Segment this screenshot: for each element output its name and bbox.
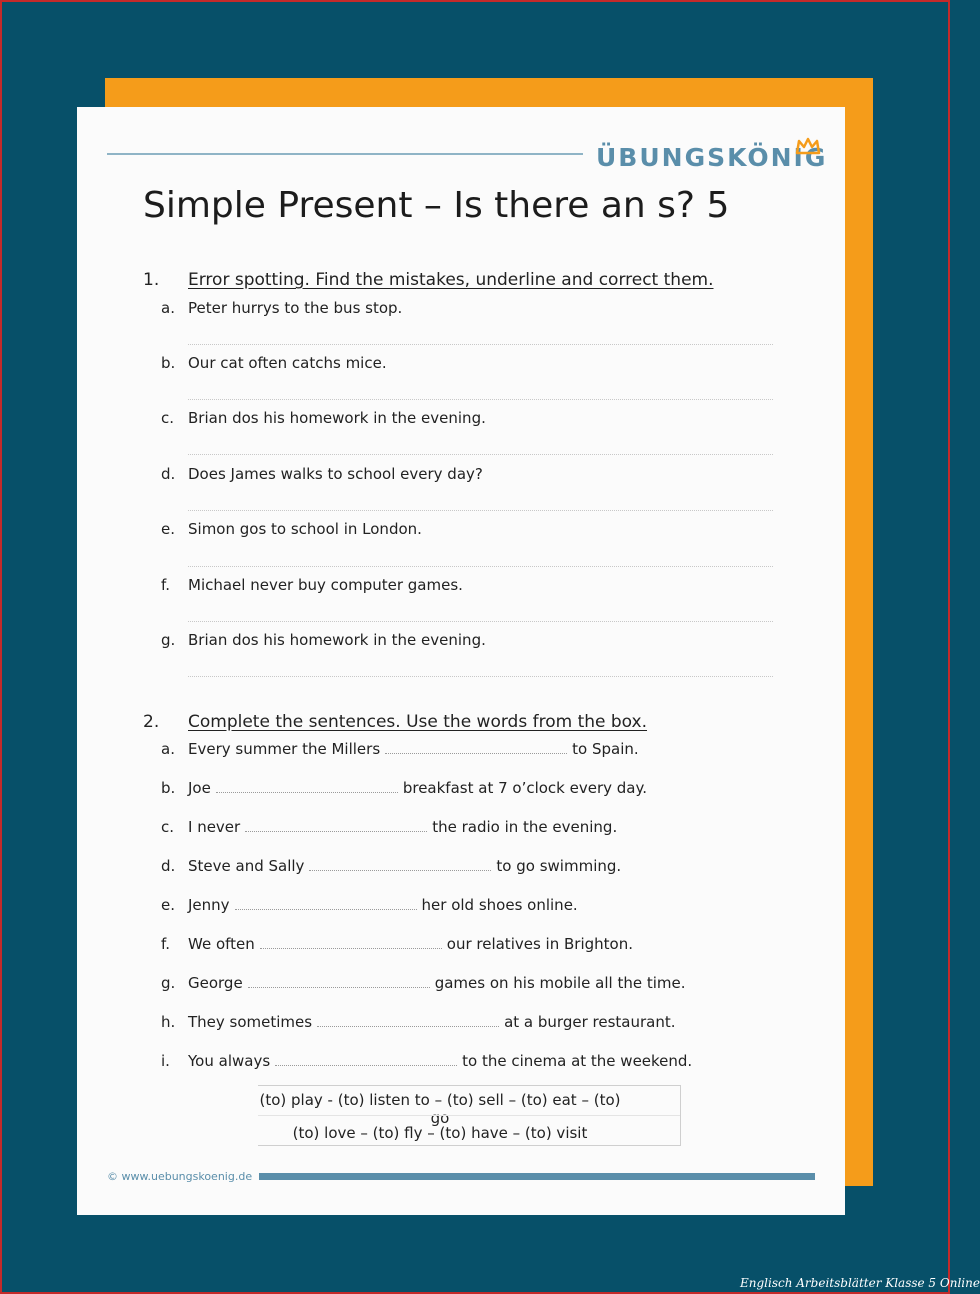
- word-box-line: (to) play - (to) listen to – (to) sell – (to) eat – (to) go: [259, 1091, 621, 1127]
- ex2-sentence: We often our relatives in Brighton.: [188, 935, 633, 953]
- word-box: [258, 1085, 681, 1146]
- crown-icon: [795, 137, 821, 155]
- brand-logo: ÜBUNGSKÖNIG: [596, 143, 828, 172]
- ex1-item-text: Simon gos to school in London.: [188, 520, 422, 538]
- ex1-item-letter: e.: [161, 520, 175, 538]
- ex1-item-letter: c.: [161, 409, 175, 427]
- blank-field[interactable]: [216, 791, 398, 793]
- ex2-item-letter: f.: [161, 935, 170, 953]
- answer-line[interactable]: [188, 676, 773, 677]
- answer-line[interactable]: [188, 566, 773, 567]
- blank-field[interactable]: [385, 752, 567, 754]
- answer-line[interactable]: [188, 344, 773, 345]
- blank-field[interactable]: [235, 908, 417, 910]
- ex1-item-text: Michael never buy computer games.: [188, 576, 463, 594]
- answer-line[interactable]: [188, 621, 773, 622]
- ex1-item-text: Does James walks to school every day?: [188, 465, 483, 483]
- exercise1-heading: Error spotting. Find the mistakes, underline and correct them.: [188, 270, 714, 290]
- answer-line[interactable]: [188, 510, 773, 511]
- ex2-item-letter: d.: [161, 857, 176, 875]
- blank-field[interactable]: [245, 830, 427, 832]
- ex1-item-text: Peter hurrys to the bus stop.: [188, 299, 403, 317]
- blank-field[interactable]: [248, 986, 430, 988]
- ex2-item-letter: h.: [161, 1013, 176, 1031]
- ex1-item-letter: d.: [161, 465, 176, 483]
- ex1-item-letter: g.: [161, 631, 176, 649]
- exercise2-number: 2.: [143, 712, 160, 732]
- word-box-line: (to) love – (to) fly – (to) have – (to) visit: [292, 1124, 588, 1142]
- answer-line[interactable]: [188, 454, 773, 455]
- footer-url[interactable]: © www.uebungskoenig.de: [107, 1170, 253, 1183]
- header-rule: [107, 153, 583, 155]
- blank-field[interactable]: [260, 947, 442, 949]
- page-title: Simple Present – Is there an s? 5: [143, 185, 730, 226]
- ex2-sentence: Every summer the Millers to Spain.: [188, 740, 639, 758]
- blank-field[interactable]: [309, 869, 491, 871]
- ex1-item-text: Brian dos his homework in the evening.: [188, 631, 486, 649]
- ex2-item-letter: e.: [161, 896, 175, 914]
- exercise2-heading: Complete the sentences. Use the words from the box.: [188, 712, 648, 732]
- ex2-sentence: Jenny her old shoes online.: [188, 896, 578, 914]
- footer-bar: [259, 1173, 815, 1180]
- ex1-item-text: Our cat often catchs mice.: [188, 354, 387, 372]
- ex1-item-letter: a.: [161, 299, 175, 317]
- ex2-item-letter: i.: [161, 1052, 170, 1070]
- ex2-sentence: Steve and Sally to go swimming.: [188, 857, 622, 875]
- ex2-sentence: George games on his mobile all the time.: [188, 974, 686, 992]
- ex2-sentence: I never the radio in the evening.: [188, 818, 618, 836]
- ex2-item-letter: g.: [161, 974, 176, 992]
- word-box-divider: [258, 1115, 680, 1116]
- ex2-item-letter: b.: [161, 779, 176, 797]
- ex1-item-letter: b.: [161, 354, 176, 372]
- ex1-item-letter: f.: [161, 576, 170, 594]
- ex2-sentence: You always to the cinema at the weekend.: [188, 1052, 693, 1070]
- worksheet: [77, 107, 845, 1215]
- ex2-sentence: Joe breakfast at 7 o’clock every day.: [188, 779, 648, 797]
- ex2-sentence: They sometimes at a burger restaurant.: [188, 1013, 676, 1031]
- ex1-item-text: Brian dos his homework in the evening.: [188, 409, 486, 427]
- corner-caption: Englisch Arbeitsblätter Klasse 5 Online: [740, 1276, 980, 1290]
- answer-line[interactable]: [188, 399, 773, 400]
- ex2-item-letter: c.: [161, 818, 175, 836]
- ex2-item-letter: a.: [161, 740, 175, 758]
- blank-field[interactable]: [275, 1064, 457, 1066]
- exercise1-number: 1.: [143, 270, 160, 290]
- blank-field[interactable]: [317, 1025, 499, 1027]
